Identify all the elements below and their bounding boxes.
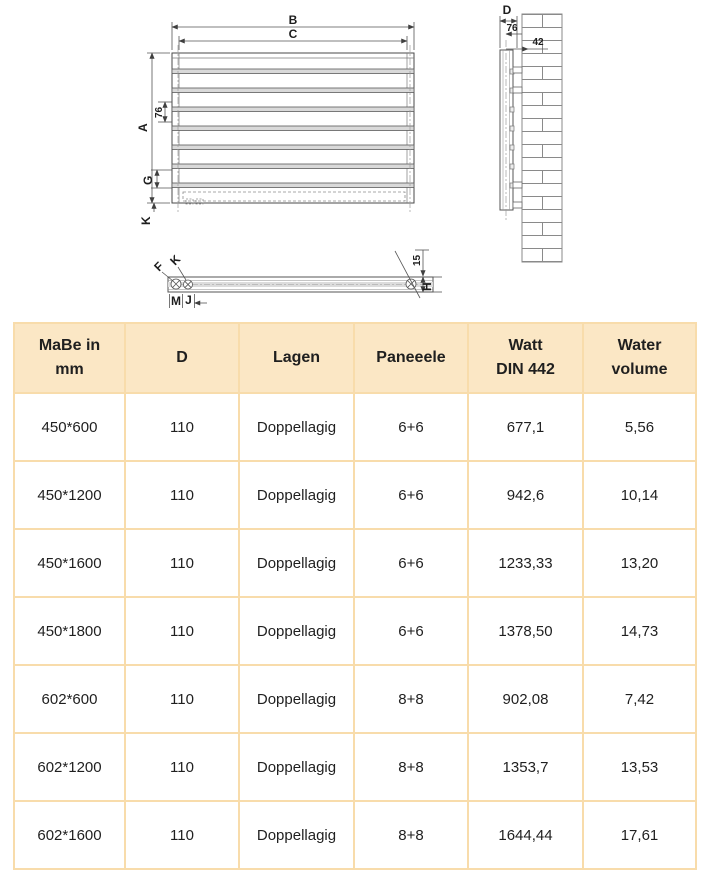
cell-water-volume: 5,56 (583, 393, 696, 461)
cell-lagen: Doppellagig (239, 665, 354, 733)
dim-label-f: F (151, 259, 167, 275)
dim-label-b: B (288, 13, 298, 27)
table-row (14, 801, 696, 869)
cell-panels: 8+8 (354, 801, 468, 869)
spec-table (13, 322, 697, 870)
dim-label-15: 15 (412, 254, 423, 266)
cell-lagen: Doppellagig (239, 801, 354, 869)
cell-size: 450*1800 (14, 597, 125, 665)
dim-label-g: G (141, 175, 155, 185)
cell-depth: 110 (125, 733, 239, 801)
cell-watt: 1378,50 (468, 597, 583, 665)
col-header-mabe-in-mm: MaBe in mm (14, 323, 125, 393)
technical-drawing-section (0, 0, 708, 322)
cell-lagen: Doppellagig (239, 733, 354, 801)
col-header-watt-din442: Watt DIN 442 (468, 323, 583, 393)
table-row (14, 597, 696, 665)
cell-lagen: Doppellagig (239, 597, 354, 665)
dim-label-42: 42 (532, 37, 544, 48)
table-row (14, 529, 696, 597)
cell-lagen: Doppellagig (239, 461, 354, 529)
dim-label-d: D (502, 3, 512, 17)
cell-size: 450*600 (14, 393, 125, 461)
cell-water-volume: 7,42 (583, 665, 696, 733)
cell-size: 450*1600 (14, 529, 125, 597)
cell-watt: 902,08 (468, 665, 583, 733)
cell-depth: 110 (125, 597, 239, 665)
col-header-lagen: Lagen (239, 323, 354, 393)
cell-water-volume: 10,14 (583, 461, 696, 529)
brick-wall (522, 14, 562, 262)
table-row (14, 665, 696, 733)
cell-depth: 110 (125, 461, 239, 529)
col-header-paneeele: Paneeele (354, 323, 468, 393)
table-row (14, 461, 696, 529)
table-row (14, 393, 696, 461)
dim-label-76-side: 76 (506, 23, 518, 34)
cell-watt: 677,1 (468, 393, 583, 461)
cell-panels: 8+8 (354, 733, 468, 801)
cell-lagen: Doppellagig (239, 529, 354, 597)
bottom-view (162, 250, 442, 308)
cell-panels: 6+6 (354, 393, 468, 461)
cell-depth: 110 (125, 665, 239, 733)
cell-panels: 6+6 (354, 529, 468, 597)
dim-label-j: J (185, 293, 192, 307)
dim-label-m: M (171, 294, 181, 308)
dim-label-c: C (288, 27, 298, 41)
dim-label-h: H (420, 282, 434, 291)
col-header-d: D (125, 323, 239, 393)
col-header-water-volume: Water volume (583, 323, 696, 393)
cell-watt: 942,6 (468, 461, 583, 529)
cell-panels: 6+6 (354, 461, 468, 529)
dim-label-k-front: K (139, 216, 153, 225)
cell-panels: 8+8 (354, 665, 468, 733)
cell-watt: 1644,44 (468, 801, 583, 869)
dim-label-76-front: 76 (154, 106, 165, 118)
wall-brackets (513, 67, 522, 208)
cell-depth: 110 (125, 393, 239, 461)
front-view (147, 22, 414, 212)
technical-drawing (0, 0, 708, 322)
side-view (500, 14, 562, 262)
cell-water-volume: 17,61 (583, 801, 696, 869)
cell-panels: 6+6 (354, 597, 468, 665)
cell-water-volume: 14,73 (583, 597, 696, 665)
dim-label-k-bottom: K (167, 252, 184, 269)
cell-depth: 110 (125, 801, 239, 869)
cell-size: 450*1200 (14, 461, 125, 529)
cell-lagen: Doppellagig (239, 393, 354, 461)
cell-watt: 1233,33 (468, 529, 583, 597)
dim-label-a: A (136, 123, 150, 132)
cell-watt: 1353,7 (468, 733, 583, 801)
cell-water-volume: 13,53 (583, 733, 696, 801)
table-row (14, 733, 696, 801)
cell-size: 602*600 (14, 665, 125, 733)
cell-water-volume: 13,20 (583, 529, 696, 597)
cell-depth: 110 (125, 529, 239, 597)
cell-size: 602*1200 (14, 733, 125, 801)
header-row (14, 323, 696, 393)
cell-size: 602*1600 (14, 801, 125, 869)
